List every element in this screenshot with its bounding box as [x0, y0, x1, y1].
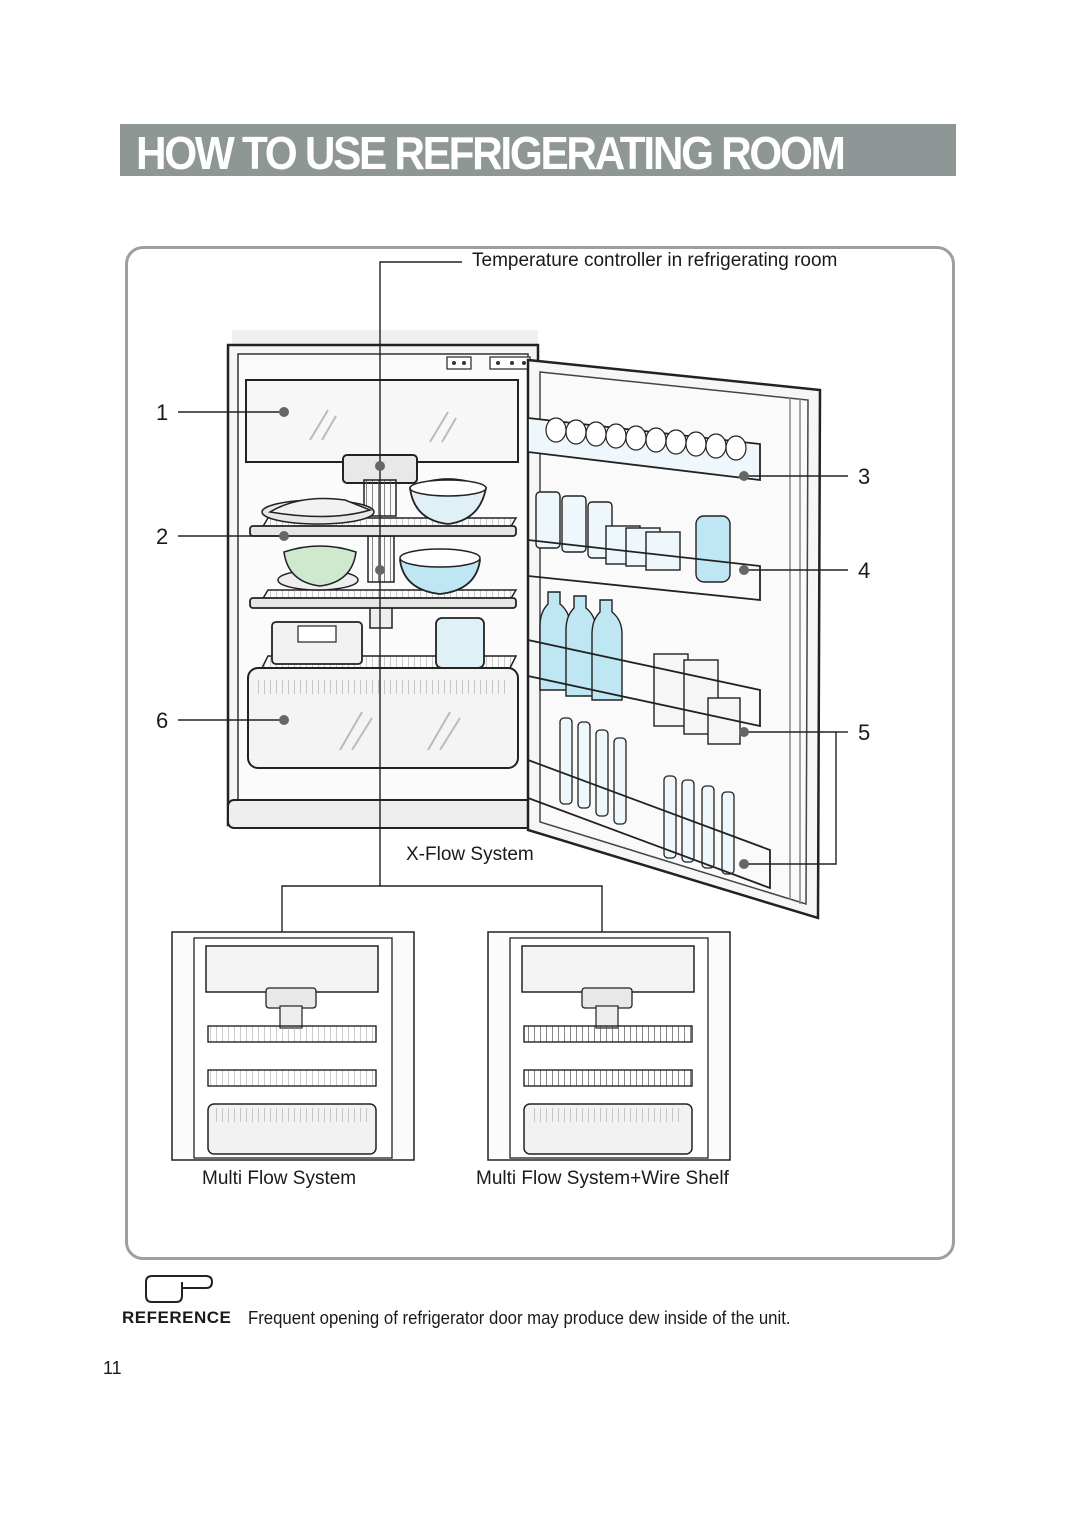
- callout-number-5: 5: [858, 720, 871, 745]
- xflow-system-label: X-Flow System: [406, 844, 534, 865]
- top-chiller-compartment: [246, 380, 518, 462]
- callout-number-4: 4: [858, 558, 871, 583]
- variant-multiflow-image: [172, 932, 414, 1160]
- variant-multiflow-label: Multi Flow System: [202, 1168, 357, 1189]
- callout-number-1: 1: [156, 400, 169, 425]
- page-number: 11: [103, 1358, 122, 1378]
- temperature-controller-label: Temperature controller in refrigerating room: [472, 250, 838, 271]
- pointing-hand-icon: [146, 1276, 212, 1302]
- callout-number-3: 3: [858, 464, 871, 489]
- callout-number-6: 6: [156, 708, 169, 733]
- reference-label: REFERENCE: [122, 1308, 232, 1327]
- reference-text: Frequent opening of refrigerator door may produce dew inside of the unit.: [248, 1308, 791, 1328]
- page-title: HOW TO USE REFRIGERATING ROOM: [136, 127, 844, 179]
- callout-number-2: 2: [156, 524, 169, 549]
- variant-wire-shelf-image: [488, 932, 730, 1160]
- variant-wire-shelf-label: Multi Flow System+Wire Shelf: [476, 1168, 729, 1189]
